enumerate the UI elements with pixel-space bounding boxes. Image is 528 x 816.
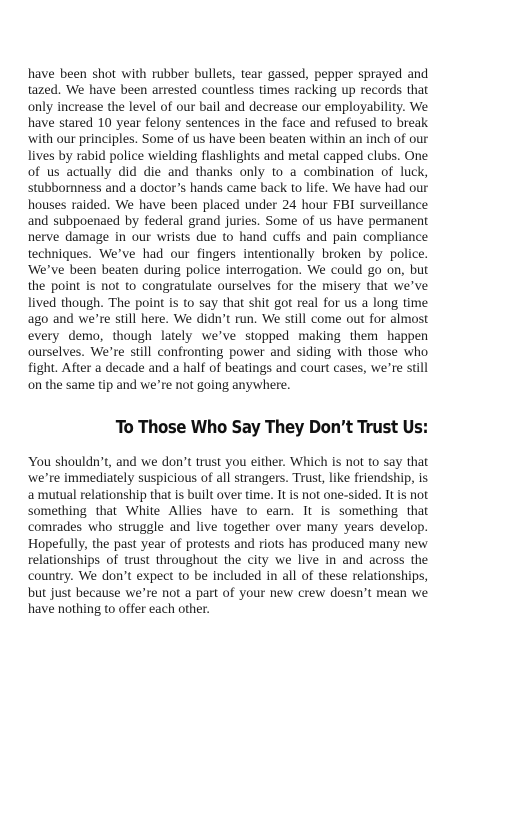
section-heading: To Those Who Say They Don’t Trust Us:	[115, 417, 429, 438]
body-paragraph-1: have been shot with rubber bullets, tear gassed, pepper sprayed and tazed. We have been arrested countless times racking up records that only increase the level of our bail and decrease our employability. We have stared 10 year felony sentences in the face and refused to break with our principles. Some of us have been beaten within an inch of our lives by rabid police wielding flashlights and metal capped clubs. One of us actually did die and thanks only to a combination of luck, stubbornness and a doctor’s hands came back to life. We have had our houses raided. We have been placed under 24 hour FBI surveillance and subpoenaed by federal grand juries. Some of us have permanent nerve damage in our wrists due to hand cuffs and pain compliance techniques. We’ve had our fingers intentionally broken by police. We’ve been beaten during police interrogation. We could go on, but the point is not to congratulate ourselves for the misery that we’ve lived though. The point is to say that shit got real for us a long time ago and we’re still here. We didn’t run. We still come out for almost every demo, though lately we’ve stopped making them happen ourselves. We’re still confronting power and siding with those who fight. After a decade and a half of beatings and court cases, we’re still on the same tip and we’re not going anywhere.	[28, 66, 428, 393]
document-page	[28, 66, 428, 617]
body-paragraph-2: You shouldn’t, and we don’t trust you either. Which is not to say that we’re immediately suspicious of all strangers. Trust, like friendship, is a mutual relationship that is built over time. It is not one-sided. It is not something that White Allies have to earn. It is something that comrades who struggle and live together over many years develop. Hopefully, the past year of protests and riots has produced many new relationships of trust throughout the city we live in and across the country. We don’t expect to be included in all of these relationships, but just because we’re not a part of your new crew doesn’t mean we have nothing to offer each other.	[28, 453, 428, 617]
